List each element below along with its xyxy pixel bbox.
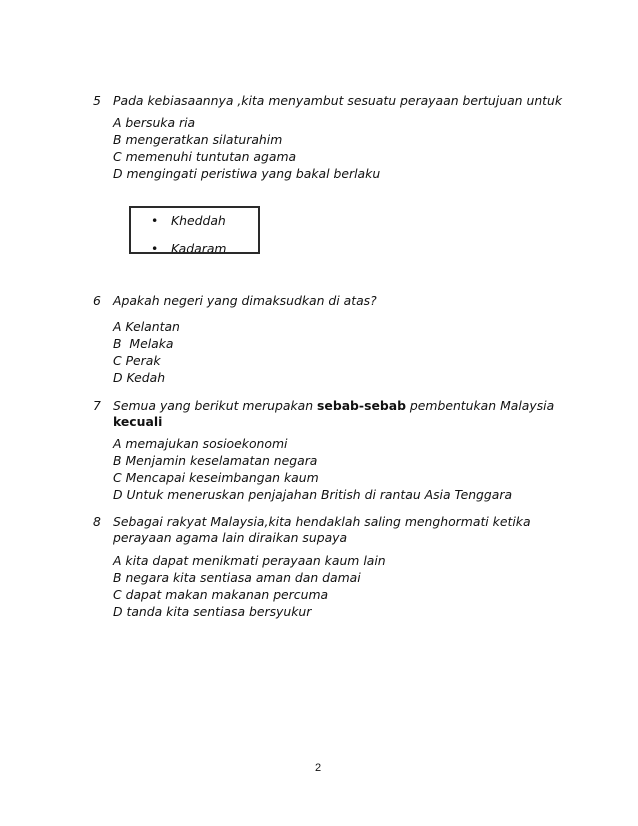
bullet-item [151,213,226,228]
option-a: A Kelantan [113,319,180,334]
bullet-icon: • [151,213,159,228]
option-c: C Mencapai keseimbangan kaum [113,470,319,485]
question-number: 7 [93,398,101,413]
question-number: 8 [93,514,101,529]
question-text-emphasis: sebab-sebab [317,398,406,413]
clue-box [129,206,260,254]
option-a: A kita dapat menikmati perayaan kaum lain [113,553,386,568]
option-list [113,552,386,620]
question-text-post: pembentukan Malaysia [405,398,555,413]
option-c: C Perak [113,353,161,368]
question-text: Pada kebiasaannya ,kita menyambut sesuatu perayaan bertujuan untuk [113,93,563,108]
option-b: B Menjamin keselamatan negara [113,453,318,468]
option-list [113,435,512,503]
question-keyword: kecuali [113,414,163,429]
option-list [113,114,380,182]
bullet-item [151,241,227,254]
bullet-text: Kheddah [171,213,226,228]
option-b: B Melaka [113,336,174,351]
bullet-text: Kadaram [171,241,227,254]
option-c: C memenuhi tuntutan agama [113,149,297,164]
bullet-icon: • [151,241,159,254]
option-c: C dapat makan makanan percuma [113,587,329,602]
option-d: D mengingati peristiwa yang bakal berlaku [113,166,381,181]
option-a: A bersuka ria [113,115,196,130]
question-number: 6 [93,293,101,308]
page-number: 2 [315,762,322,774]
option-d: D Untuk meneruskan penjajahan British di rantau Asia Tenggara [113,487,513,502]
question-number: 5 [93,93,101,108]
question-text-pre: Semua yang berikut merupakan [113,398,318,413]
question-text [113,398,554,413]
question-text: Sebagai rakyat Malaysia,kita hendaklah saling menghormati ketika [113,514,531,529]
option-a: A memajukan sosioekonomi [113,436,288,451]
option-d: D tanda kita sentiasa bersyukur [113,604,312,619]
question-text: Apakah negeri yang dimaksudkan di atas? [113,293,377,308]
question-text-line2: perayaan agama lain diraikan supaya [113,530,348,545]
option-list [113,318,180,386]
option-d: D Kedah [113,370,166,385]
option-b: B mengeratkan silaturahim [113,132,283,147]
option-b: B negara kita sentiasa aman dan damai [113,570,361,585]
